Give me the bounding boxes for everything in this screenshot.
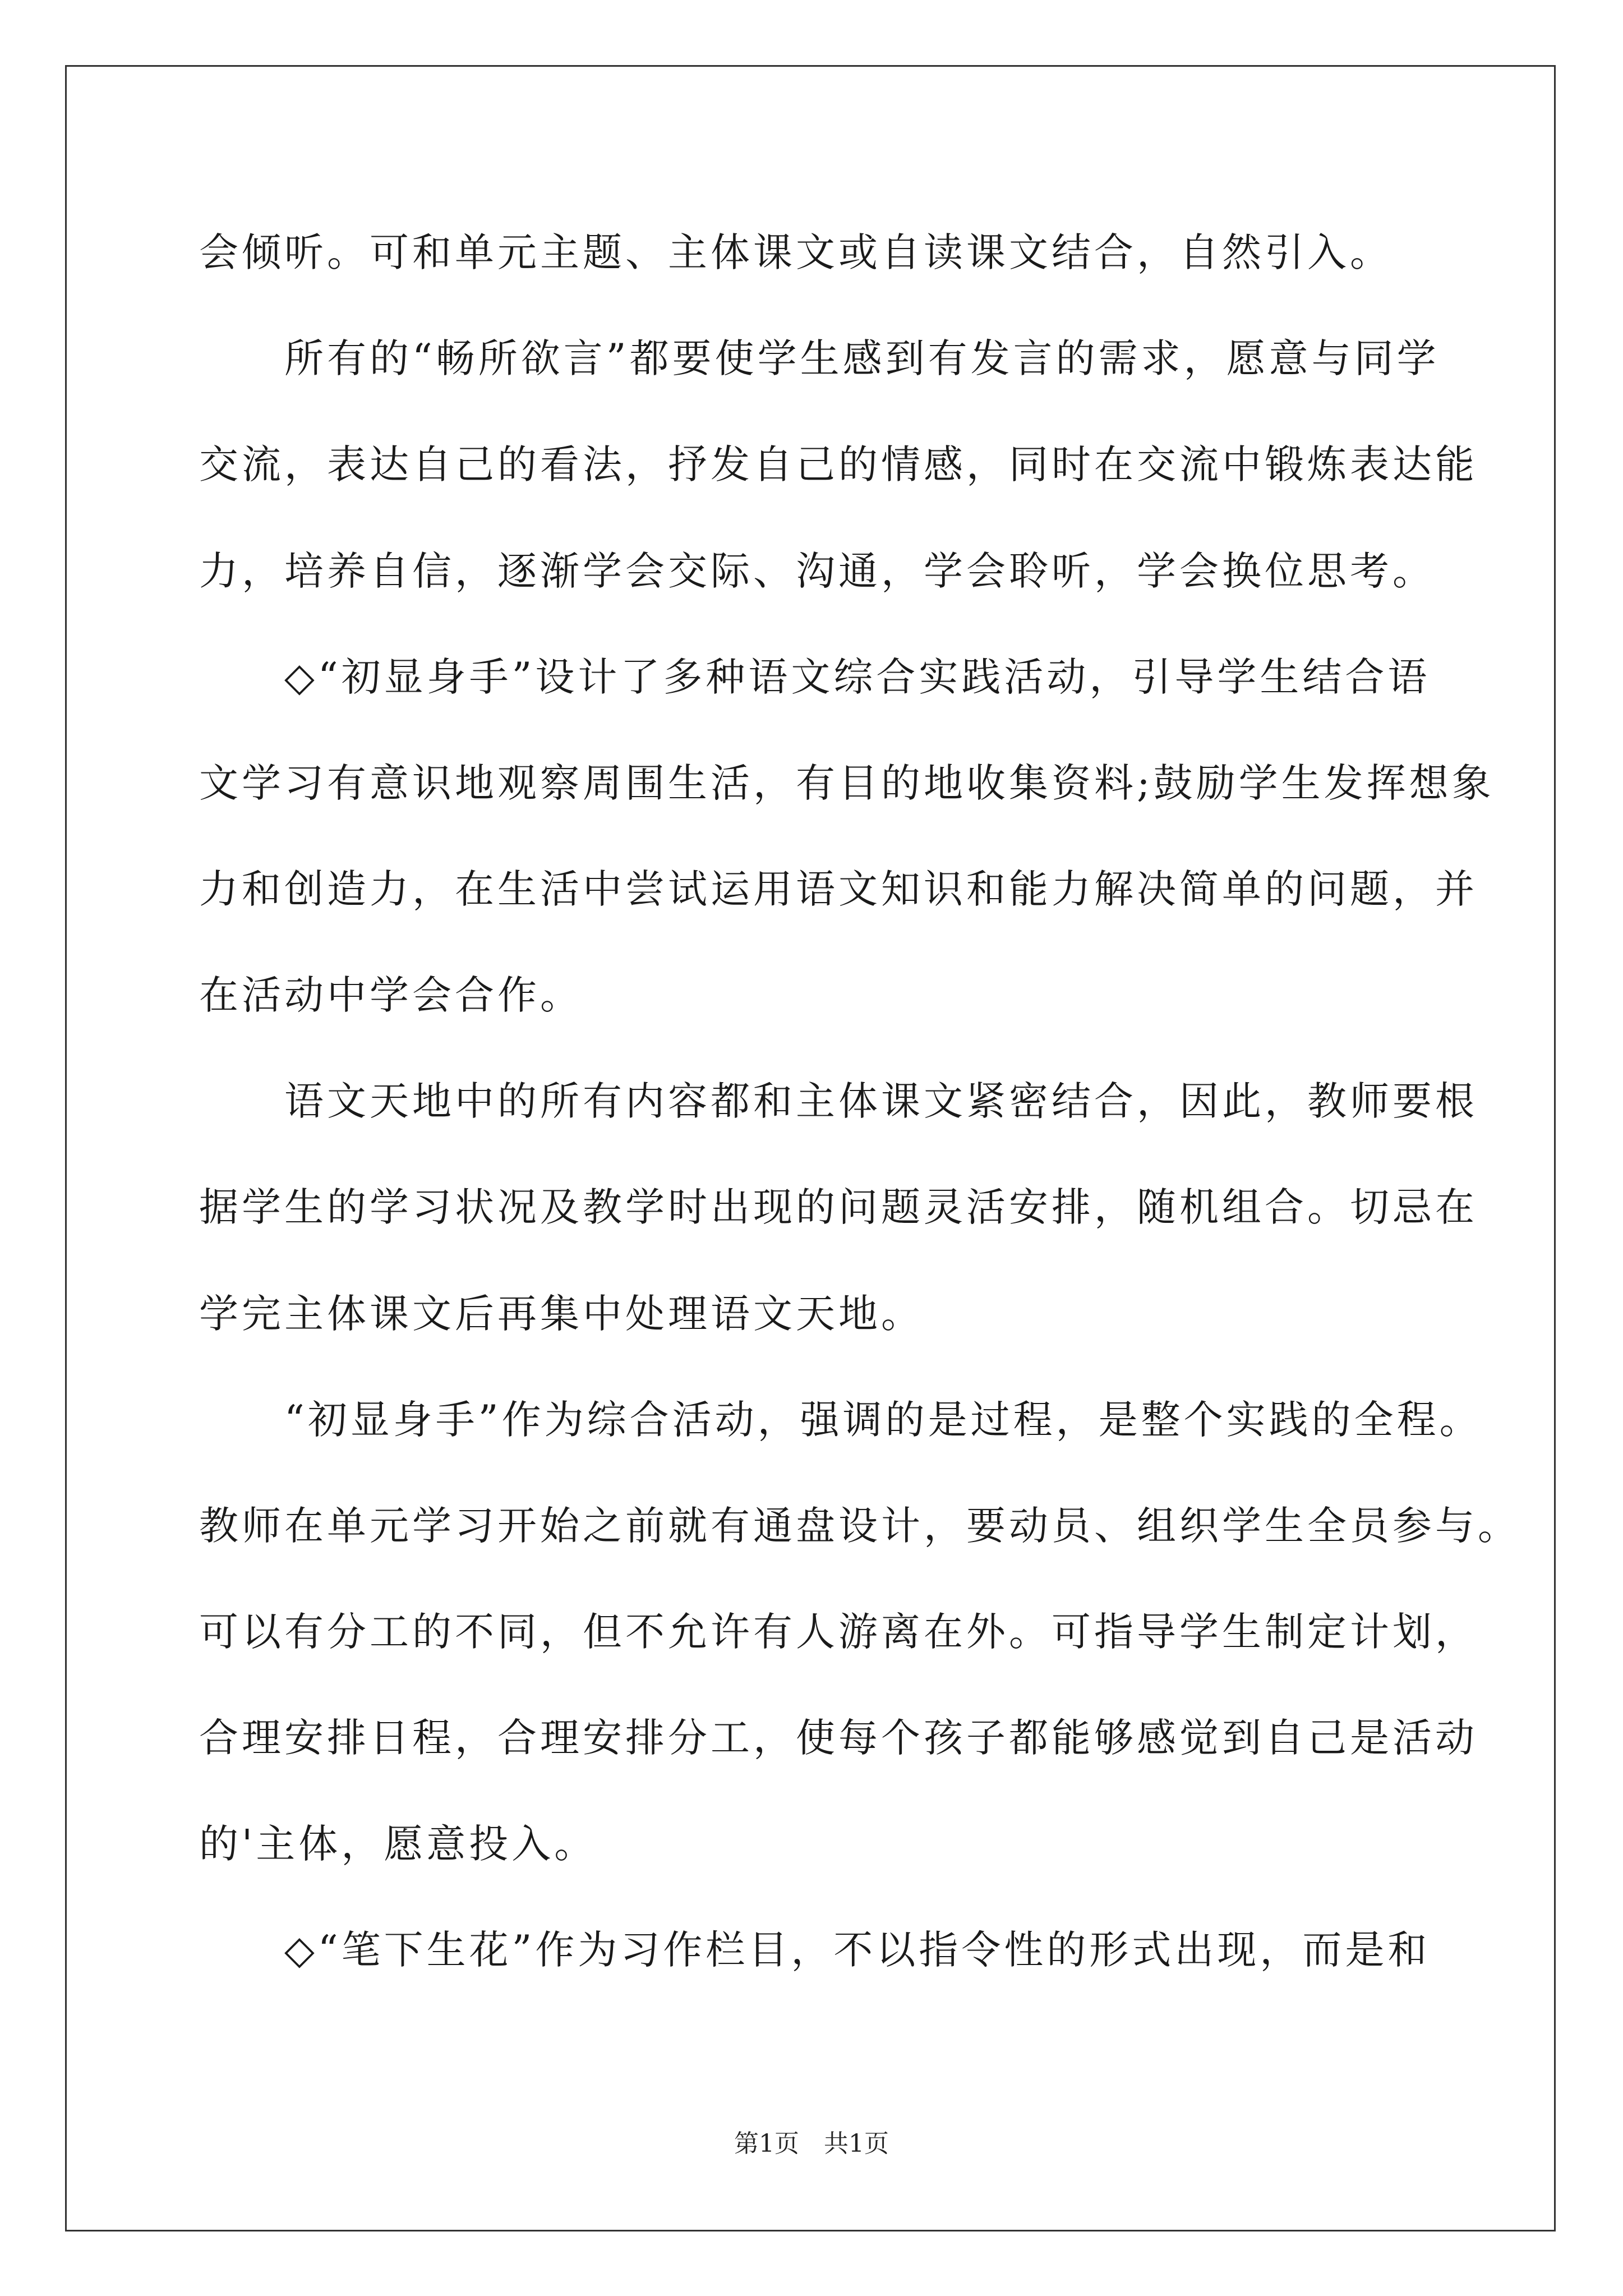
text-line: ◇“初显身手”设计了多种语文综合实践活动，引导学生结合语 (199, 654, 1431, 700)
text-line: 合理安排日程，合理安排分工，使每个孩子都能够感觉到自己是活动 (199, 1715, 1478, 1761)
text-line: 据学生的学习状况及教学时出现的问题灵活安排，随机组合。切忌在 (199, 1184, 1478, 1230)
text-line: 学完主体课文后再集中处理语文天地。 (199, 1291, 924, 1337)
text-line: 语文天地中的所有内容都和主体课文紧密结合，因此，教师要根 (199, 1078, 1478, 1124)
page-border (65, 65, 1556, 2231)
text-line: 力和创造力，在生活中尝试运用语文知识和能力解决简单的问题，并 (199, 866, 1478, 912)
text-line: ◇“笔下生花”作为习作栏目，不以指令性的形式出现，而是和 (199, 1927, 1431, 1973)
text-line: 所有的“畅所欲言”都要使学生感到有发言的需求，愿意与同学 (199, 335, 1440, 381)
text-line: 文学习有意识地观察周围生活，有目的地收集资料;鼓励学生发挥想象 (199, 760, 1495, 806)
text-line: 教师在单元学习开始之前就有通盘设计，要动员、组织学生全员参与。 (199, 1503, 1520, 1549)
text-line: 力，培养自信，逐渐学会交际、沟通，学会聆听，学会换位思考。 (199, 548, 1435, 594)
page-number: 第1页 共1页 (734, 2129, 889, 2158)
text-line: 在活动中学会合作。 (199, 972, 583, 1018)
text-line: “初显身手”作为综合活动，强调的是过程，是整个实践的全程。 (199, 1397, 1482, 1443)
text-line: 会倾听。可和单元主题、主体课文或自读课文结合，自然引入。 (199, 229, 1393, 275)
text-line: 交流，表达自己的看法，抒发自己的情感，同时在交流中锻炼表达能 (199, 441, 1478, 487)
text-line: 可以有分工的不同，但不允许有人游离在外。可指导学生制定计划， (199, 1609, 1478, 1655)
text-line: 的'主体，愿意投入。 (199, 1821, 597, 1867)
